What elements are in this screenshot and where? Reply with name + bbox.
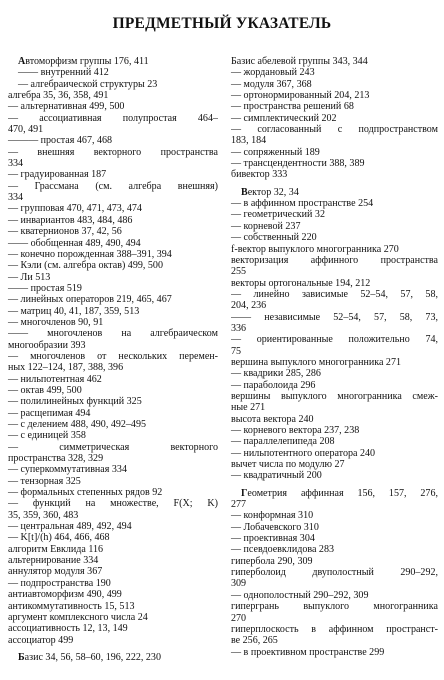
index-entry: — Ли 513 [8,271,51,283]
section-letter: А [18,56,26,67]
index-entry: аннулятор модуля 367 [8,566,103,578]
index-entry: — расщепимая 494 [8,407,91,419]
index-entry: ассоциатор 499 [8,634,74,646]
index-entry: — нильпотентная 462 [8,373,102,385]
index-entry: высота вектора 240 [231,413,314,425]
index-entry: —— многочленов на алгебраическом [8,328,218,340]
index-entry: ——— простая 467, 468 [8,135,113,147]
index-entry [8,56,218,67]
index-entry: аргумент комплексного числа 24 [8,611,148,623]
index-entry: — корневой 237 [231,220,301,232]
section-letter: Г [241,487,248,499]
index-entry: — ассоциативная полупростая 464– [8,112,218,124]
index-entry: — функций на множестве, F(X; K) [8,498,218,510]
index-entry: — матриц 40, 41, 187, 359, 513 [8,305,140,317]
index-entry: — модуля 367, 368 [231,78,312,90]
index-entry: — согласованный с подпространством [231,124,438,136]
index-entry: — суперкоммутативная 334 [8,464,127,476]
index-entry-text: еометрия аффинная 156, 157, 276, [247,487,438,499]
index-entry-text: азис 34, 56, 58–60, 196, 222, 230 [24,651,161,663]
index-entry: — в аффинном пространстве 254 [231,198,374,210]
index-entry: — многочленов от нескольких перемен- [8,350,218,362]
index-entry [231,488,438,499]
index-entry: f-вектор выпуклого многогранника 270 [231,243,399,255]
index-entry: векторы ортогональные 194, 212 [231,277,371,289]
index-entry: — нильпотентного оператора 240 [231,447,376,459]
index-entry: — симплектический 202 [231,112,337,124]
index-entry: вершины выпуклого многогранника смеж- [231,390,438,402]
index-entry: — пространства решений 68 [231,101,354,113]
index-entry: — алгебраической структуры 23 [18,78,158,90]
index-entry: —— простая 519 [8,282,82,294]
index-entry: — альтернативная 499, 500 [8,101,125,113]
index-entry: гиперплоскость в аффинном пространст- [231,623,438,635]
index-entry: — групповая 470, 471, 473, 474 [8,203,142,215]
index-entry: — подпространства 190 [8,577,111,589]
index-entry: — ортонормированный 204, 213 [231,90,370,102]
index-entry: — внешняя векторного пространства [8,146,218,158]
index-entry: — конформная 310 [231,510,314,522]
index-entry-text: втоморфизм группы 176, 411 [25,56,149,67]
index-entry: 277 [231,499,247,511]
index-entry: 470, 491 [8,124,44,136]
index-entry: —— обобщенная 489, 490, 494 [8,237,141,249]
index-entry: ассоциативность 12, 13, 149 [8,623,128,635]
index-entry: — проективная 304 [231,533,315,545]
index-entry: — октав 499, 500 [8,384,82,396]
index-entry: 334 [8,158,24,170]
index-entry: — параллелепипеда 208 [231,436,335,448]
index-entry: — инвариантов 483, 484, 486 [8,214,133,226]
index-entry: — геометрический 32 [231,209,325,221]
index-entry: пространства 328, 329 [8,453,104,465]
index-entry: — градуированная 187 [8,169,107,181]
index-entry: 334 [8,192,24,204]
index-entry: 183, 184 [231,135,267,147]
index-entry: — квадрики 285, 286 [231,368,321,380]
index-entry: альтернирование 334 [8,555,99,567]
index-entry: — симметрическая векторного [8,441,218,453]
index-entry: 75 [231,345,242,357]
index-entry: — квадратичный 200 [231,470,322,482]
index-entry: — однополостный 290–292, 309 [231,589,369,601]
index-entry: — с делением 488, 490, 492–495 [8,419,147,430]
index-entry [231,187,438,198]
index-entry: — жордановый 243 [231,67,315,79]
index-entry [8,652,218,663]
index-entry: Базис абелевой группы 343, 344 [231,56,368,67]
index-entry: 309 [231,578,247,590]
page-title: ПРЕДМЕТНЫЙ УКАЗАТЕЛЬ [112,15,332,32]
index-entry: 336 [231,322,247,334]
index-entry: ных 122–124, 187, 388, 396 [8,362,124,374]
index-entry: —— независимые 52–54, 57, 58, 73, [231,311,438,323]
index-column-right [231,56,438,658]
section-letter: Б [18,651,25,663]
index-entry: ве 256, 265 [231,635,278,647]
index-entry: — псевдоевклидова 283 [231,544,334,556]
index-entry: — K[t]/(h) 464, 466, 468 [8,532,110,544]
index-entry: гипергрань выпуклого многогранника [231,601,438,613]
index-entry: 35, 359, 360, 483 [8,509,79,521]
section-letter: В [241,186,248,198]
index-entry: антикоммутативность 15, 513 [8,600,135,612]
index-entry: — линейных операторов 219, 465, 467 [8,294,172,306]
index-entry-text: ектор 32, 34 [247,186,299,198]
index-entry: — полилинейных функций 325 [8,396,142,408]
index-entry: многообразии 393 [8,339,86,351]
index-entry: — собственный 220 [231,232,317,244]
index-entry: вычет числа по модулю 27 [231,459,345,471]
index-entry: вершина выпуклого многогранника 271 [231,356,402,368]
index-entry: гиперболоид двуполостный 290–292, [231,567,438,579]
index-entry: ные 271 [231,402,266,414]
index-entry: 255 [231,266,247,278]
index-entry: — с единицей 358 [8,430,86,442]
index-entry: — сопряженный 189 [231,146,320,158]
index-entry: — Кэли (см. алгебра октав) 499, 500 [8,260,163,272]
index-entry: — формальных степенных рядов 92 [8,487,163,499]
index-entry: —— внутренний 412 [18,67,109,79]
index-entry: алгебра 35, 36, 358, 491 [8,90,109,102]
index-entry: 270 [231,612,247,624]
index-entry: — параболоида 296 [231,379,316,391]
index-entry: — Лобачевского 310 [231,521,319,533]
index-entry: векторизация аффинного пространства [231,254,438,266]
index-entry: — трансцендентности 388, 389 [231,158,365,170]
index-entry: — конечно порожденная 388–391, 394 [8,248,172,260]
index-entry: гипербола 290, 309 [231,555,313,567]
index-entry: — центральная 489, 492, 494 [8,521,132,533]
index-entry: алгоритм Евклида 116 [8,543,104,555]
index-entry: — кватернионов 37, 42, 56 [8,226,122,238]
index-entry: — Грассмана (см. алгебра внешняя) [8,180,218,192]
index-entry: — ориентированные положительно 74, [231,334,438,346]
index-entry: — многочленов 90, 91 [8,316,104,328]
index-entry: антиавтоморфизм 490, 499 [8,589,122,601]
index-entry: бивектор 333 [231,169,288,181]
index-entry: — в проективном пространстве 299 [231,646,385,658]
index-column-left [8,56,218,663]
index-entry: — линейно зависимые 52–54, 57, 58, [231,288,438,300]
index-entry: — корневого вектора 237, 238 [231,425,360,436]
index-entry: — тензорная 325 [8,475,81,487]
index-entry: 204, 236 [231,300,267,312]
